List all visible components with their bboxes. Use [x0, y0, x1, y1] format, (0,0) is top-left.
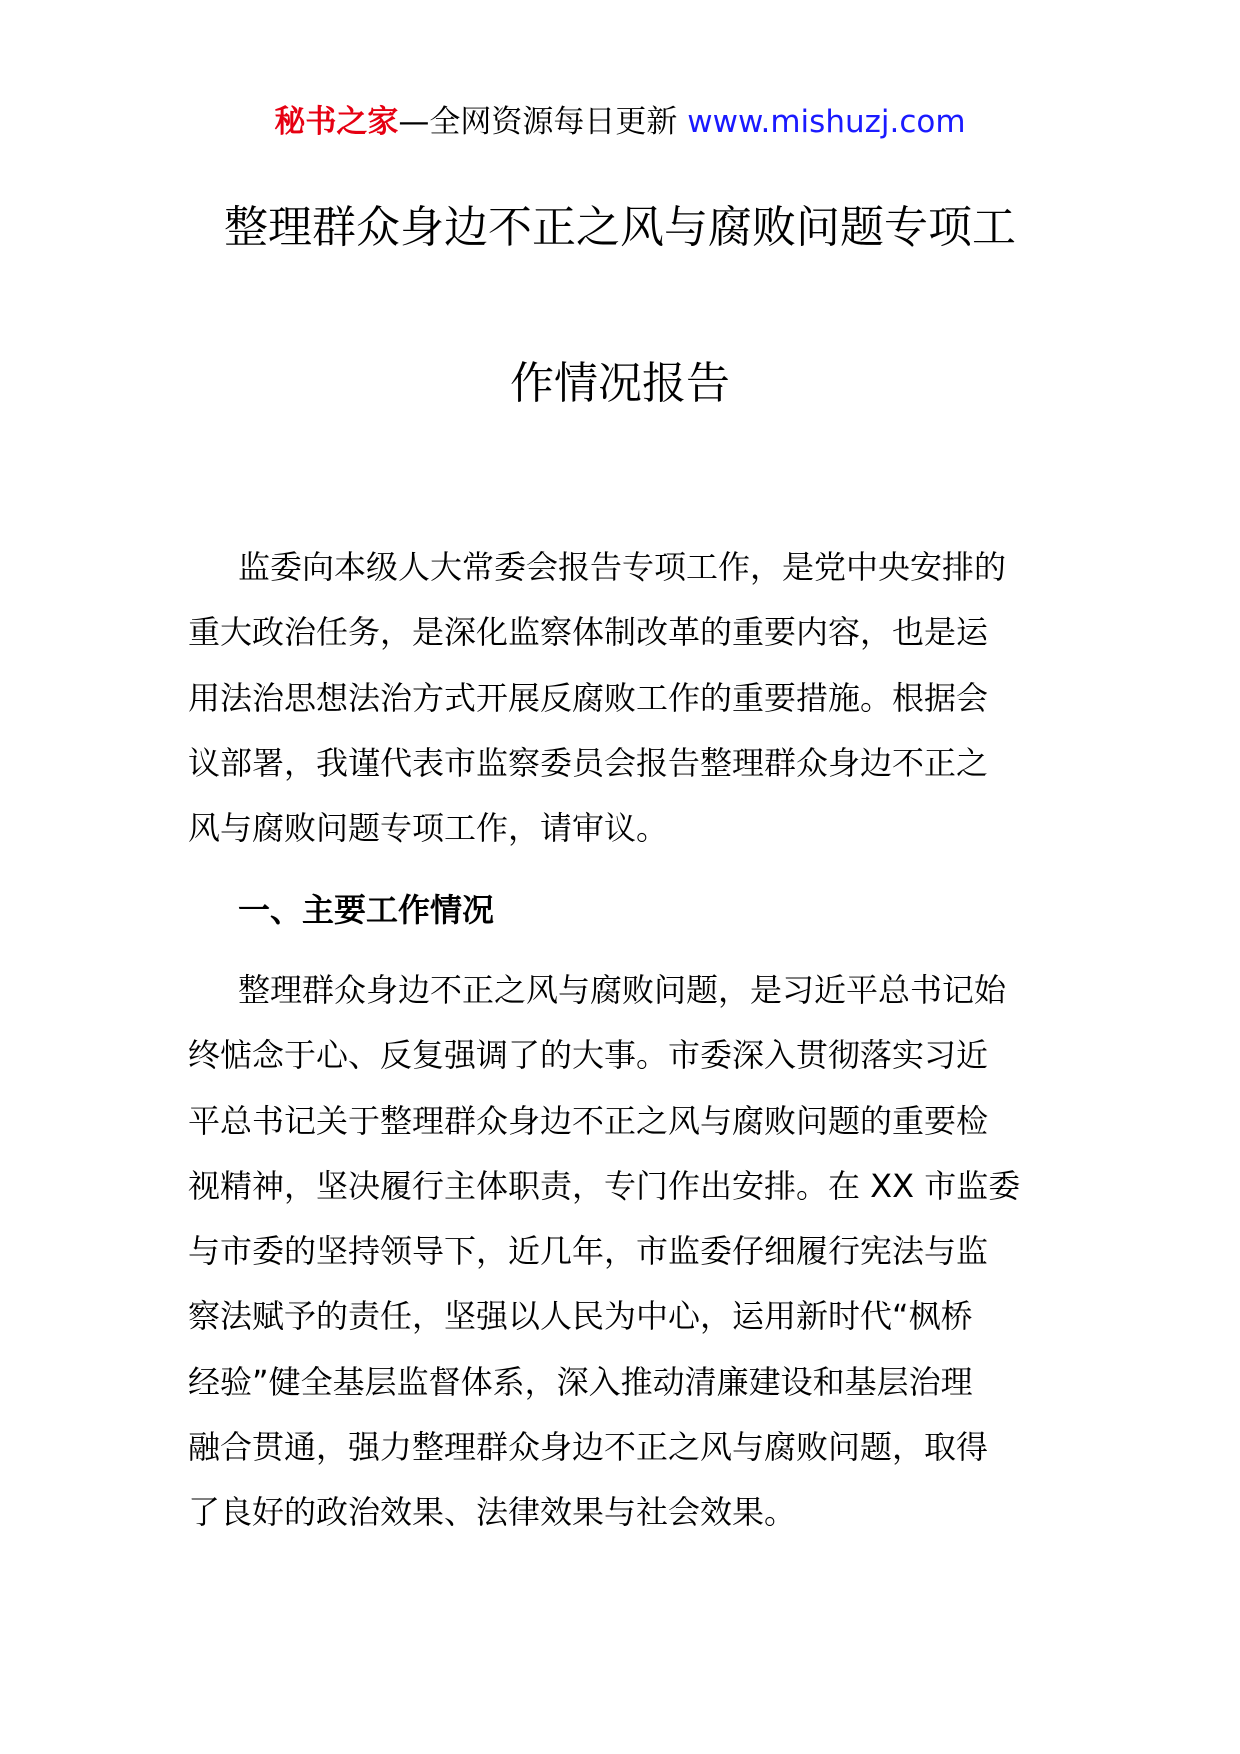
- paragraph-line: 融合贯通，强力整理群众身边不正之风与腐败问题，取得: [188, 1428, 989, 1467]
- banner-tagline: —全网资源每日更新: [398, 104, 688, 140]
- paragraph-line: 与市委的坚持领导下，近几年，市监委仔细履行宪法与监: [188, 1232, 989, 1271]
- paragraph-line: 了良好的政治效果、法律效果与社会效果。: [188, 1493, 797, 1532]
- paragraph-line: 整理群众身边不正之风与腐败问题，是习近平总书记始: [238, 971, 1007, 1009]
- paragraph-line: 议部署，我谨代表市监察委员会报告整理群众身边不正之: [188, 743, 989, 782]
- document-title-line-1: 整理群众身边不正之风与腐败问题专项工: [224, 202, 1016, 253]
- paragraph-intro: [188, 535, 1058, 861]
- paragraph-main-work: [188, 958, 1058, 1546]
- paragraph-line: 终惦念于心、反复强调了的大事。市委深入贯彻落实习近: [188, 1036, 989, 1075]
- paragraph-line: 经验”健全基层监督体系，深入推动清廉建设和基层治理: [188, 1362, 973, 1401]
- document-title-line-2: 作情况报告: [510, 358, 730, 409]
- paragraph-line: 重大政治任务，是深化监察体制改革的重要内容，也是运: [188, 613, 989, 652]
- paragraph-line: 平总书记关于整理群众身边不正之风与腐败问题的重要检: [188, 1101, 989, 1140]
- paragraph-line: 视精神，坚决履行主体职责，专门作出安排。在 XX 市监委: [188, 1166, 1021, 1205]
- paragraph-line: 察法赋予的责任，坚强以人民为中心，运用新时代“枫桥: [188, 1297, 973, 1336]
- paragraph-line: 用法治思想法治方式开展反腐败工作的重要措施。根据会: [188, 678, 989, 717]
- banner-brand: 秘书之家: [274, 104, 399, 140]
- site-banner: [0, 100, 1240, 144]
- section-heading: 一、主要工作情况: [238, 891, 495, 929]
- paragraph-line: 监委向本级人大常委会报告专项工作，是党中央安排的: [238, 548, 1007, 586]
- paragraph-line: 风与腐败问题专项工作，请审议。: [188, 809, 669, 848]
- banner-url-link[interactable]: www.mishuzj.com: [687, 104, 966, 140]
